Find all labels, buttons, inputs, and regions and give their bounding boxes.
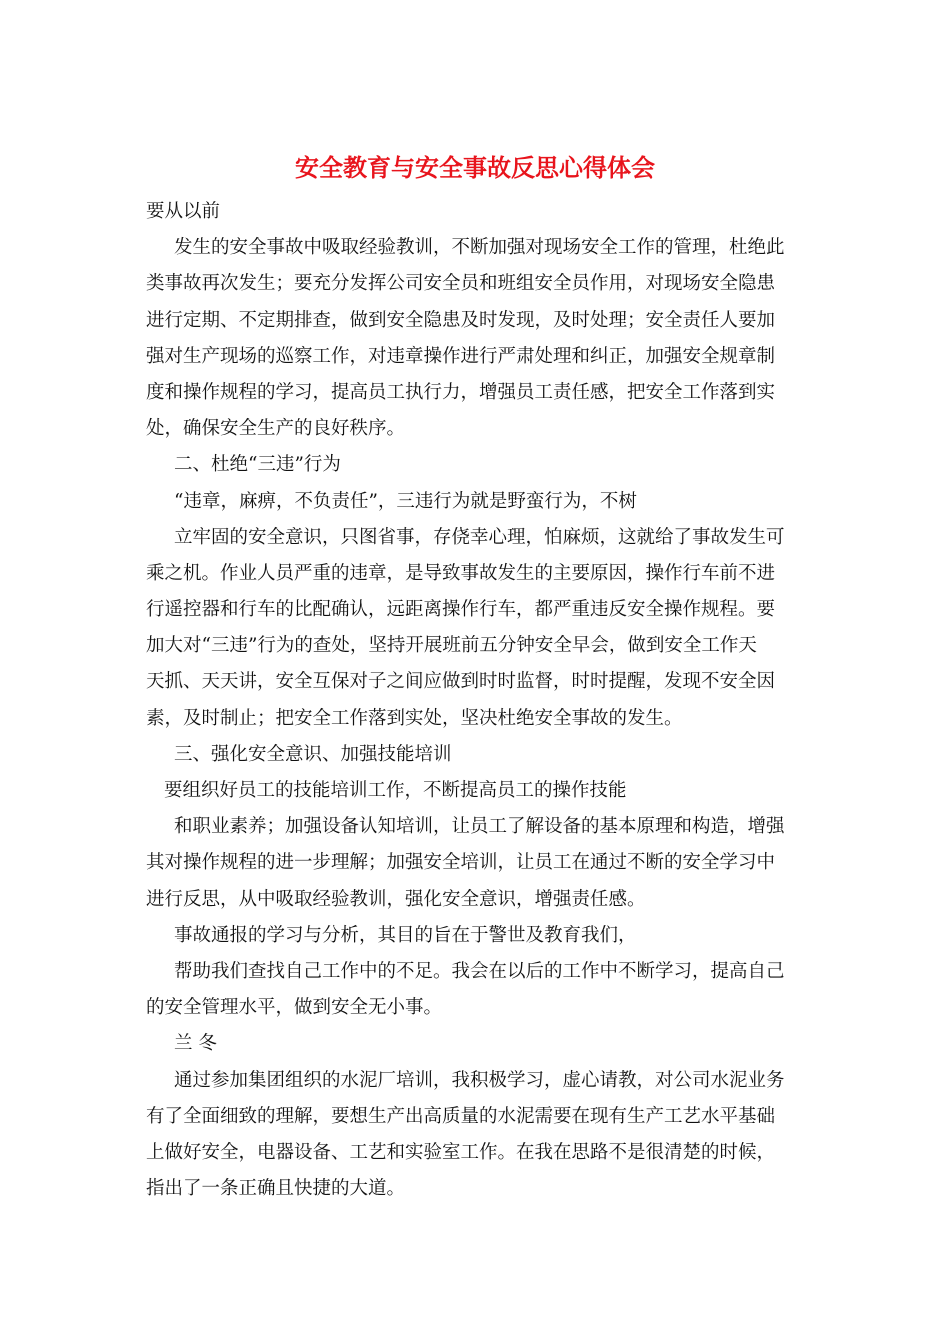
paragraph-line: 进行反思，从中吸取经验教训，强化安全意识，增强责任感。	[146, 888, 646, 910]
paragraph-line: 处，确保安全生产的良好秩序。	[146, 418, 406, 440]
section-heading: 三、强化安全意识、加强技能培训	[174, 743, 452, 765]
paragraph-line: 发生的安全事故中吸取经验教训，不断加强对现场安全工作的管理，杜绝此	[174, 237, 785, 259]
section-heading: 二、杜绝“三违”行为	[174, 454, 341, 476]
paragraph-line: 天抓、天天讲，安全互保对子之间应做到时时监督，时时提醒，发现不安全因	[146, 671, 776, 693]
paragraph-line: 通过参加集团组织的水泥厂培训，我积极学习，虚心请教，对公司水泥业务	[174, 1069, 785, 1091]
paragraph-line: 的安全管理水平，做到安全无小事。	[146, 997, 443, 1019]
paragraph-line: 其对操作规程的进一步理解；加强安全培训，让员工在通过不断的安全学习中	[146, 852, 776, 874]
paragraph-line: 进行定期、不定期排查，做到安全隐患及时发现，及时处理；安全责任人要加	[146, 309, 776, 331]
paragraph-line: 类事故再次发生；要充分发挥公司安全员和班组安全员作用，对现场安全隐患	[146, 273, 776, 295]
paragraph-line: 上做好安全，电器设备、工艺和实验室工作。在我在思路不是很清楚的时候，	[146, 1141, 776, 1163]
paragraph-line: 要组织好员工的技能培训工作，不断提高员工的操作技能	[164, 780, 627, 801]
paragraph-line: 事故通报的学习与分析，其目的旨在于警世及教育我们，	[174, 924, 637, 946]
paragraph-line: 乘之机。作业人员严重的违章，是导致事故发生的主要原因，操作行车前不进	[146, 562, 776, 584]
paragraph-line: 和职业素养；加强设备认知培训，让员工了解设备的基本原理和构造，增强	[174, 816, 785, 838]
document-title: 安全教育与安全事故反思心得体会	[295, 153, 655, 182]
paragraph-line: 加大对“三违”行为的查处，坚持开展班前五分钟安全早会，做到安全工作天	[146, 635, 757, 657]
paragraph-line: 有了全面细致的理解，要想生产出高质量的水泥需要在现有生产工艺水平基础	[146, 1105, 776, 1127]
author-name: 兰 冬	[174, 1033, 217, 1055]
paragraph-line: 要从以前	[146, 201, 221, 222]
paragraph-line: 立牢固的安全意识，只图省事，存侥幸心理，怕麻烦，这就给了事故发生可	[174, 526, 785, 548]
paragraph-line: 指出了一条正确且快捷的大道。	[146, 1178, 406, 1200]
paragraph-line: “违章，麻痹，不负责任”，三违行为就是野蛮行为，不树	[174, 490, 637, 512]
paragraph-line: 帮助我们查找自己工作中的不足。我会在以后的工作中不断学习，提高自己	[174, 960, 785, 982]
paragraph-line: 度和操作规程的学习，提高员工执行力，增强员工责任感，把安全工作落到实	[146, 381, 776, 403]
paragraph-line: 行遥控器和行车的比配确认，远距离操作行车，都严重违反安全操作规程。要	[146, 599, 776, 621]
paragraph-line: 素，及时制止；把安全工作落到实处，坚决杜绝安全事故的发生。	[146, 707, 683, 729]
document-body	[146, 194, 806, 1207]
paragraph-line: 强对生产现场的巡察工作，对违章操作进行严肃处理和纠正，加强安全规章制	[146, 345, 776, 367]
